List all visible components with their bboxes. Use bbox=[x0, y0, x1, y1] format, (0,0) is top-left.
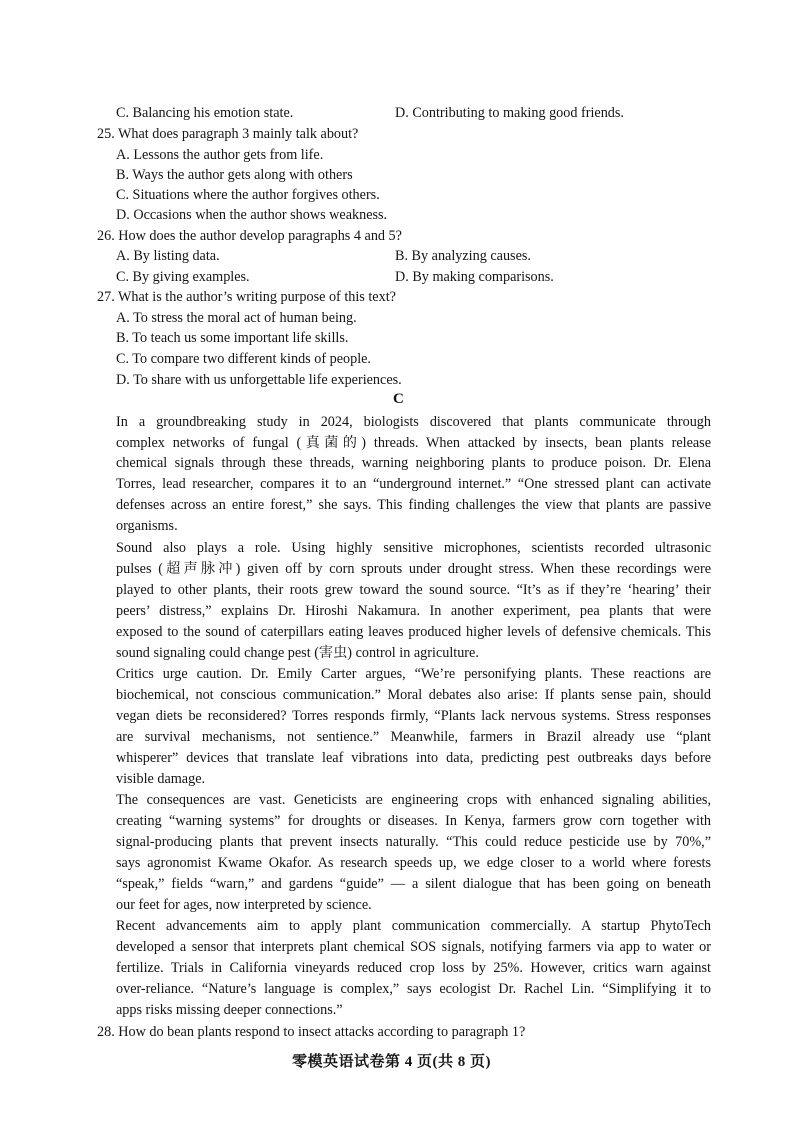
passage-p2-line: peers’ distress,” explains Dr. Hiroshi Nakamura. In another experiment, pea plants that were bbox=[116, 603, 711, 619]
passage-p4-line: says agronomist Kwame Okafor. As research speeds up, we edge closer to a world where forests bbox=[116, 855, 711, 871]
q25-option-a: A. Lessons the author gets from life. bbox=[116, 147, 324, 163]
passage-p3-line: visible damage. bbox=[116, 771, 206, 787]
passage-p5-line: developed a sensor that interprets plant chemical SOS signals, notifying farmers via app to water or bbox=[116, 939, 711, 955]
passage-p3-line: biochemical, not conscious communication.” Moral debates also arise: If plants sense pain, should bbox=[116, 687, 711, 703]
q25-option-c: C. Situations where the author forgives others. bbox=[116, 187, 380, 203]
passage-p4-line: signal-producing plants that prevent insects naturally. “This could reduce pesticide use by 70%,” bbox=[116, 834, 711, 850]
passage-p3-line: are survival mechanisms, not sentience.” Meanwhile, farmers in Brazil already use “plant bbox=[116, 729, 711, 745]
page-footer: 零模英语试卷第 4 页(共 8 页) bbox=[292, 1054, 491, 1070]
passage-p2-line: played to other plants, their roots grew toward the sound source. “It’s as if they’re ‘hearing’ their bbox=[116, 582, 711, 598]
passage-p1-line: organisms. bbox=[116, 518, 178, 534]
q28-stem: 28. How do bean plants respond to insect attacks according to paragraph 1? bbox=[97, 1024, 526, 1040]
passage-p5-line: fertilize. Trials in California vineyards reduced crop loss by 25%. However, critics warn against bbox=[116, 960, 711, 976]
passage-p4-line: The consequences are vast. Geneticists are engineering crops with enhanced signaling abilities, bbox=[116, 792, 711, 808]
q26-stem: 26. How does the author develop paragraphs 4 and 5? bbox=[97, 228, 402, 244]
passage-p3-line: vegan diets be reconsidered? Torres responds firmly, “Plants lack nervous systems. Stress responses bbox=[116, 708, 711, 724]
section-title: C bbox=[393, 391, 404, 407]
q27-option-b: B. To teach us some important life skills. bbox=[116, 330, 349, 346]
passage-p5-line: Recent advancements aim to apply plant communication commercially. A startup PhytoTech bbox=[116, 918, 711, 934]
passage-p1-line: In a groundbreaking study in 2024, biologists discovered that plants communicate through bbox=[116, 414, 711, 430]
passage-p2-line: pulses (超声脉冲) given off by corn sprouts under drought stress. When these recordings were bbox=[116, 561, 711, 577]
q26-option-d: D. By making comparisons. bbox=[395, 269, 554, 285]
q24-option-d: D. Contributing to making good friends. bbox=[395, 105, 624, 121]
q25-stem: 25. What does paragraph 3 mainly talk about? bbox=[97, 126, 359, 142]
passage-p1-line: chemical signals through these threads, warning neighboring plants to produce poison. Dr. Elena bbox=[116, 455, 711, 471]
passage-p1-line: defenses across an entire forest,” she says. This finding challenges the view that plants are passive bbox=[116, 497, 711, 513]
q26-option-b: B. By analyzing causes. bbox=[395, 248, 531, 264]
q27-option-a: A. To stress the moral act of human being. bbox=[116, 310, 357, 326]
passage-p2-line: sound signaling could change pest (害虫) control in agriculture. bbox=[116, 645, 479, 661]
q26-option-a: A. By listing data. bbox=[116, 248, 220, 264]
passage-p5-line: over-reliance. “Nature’s language is complex,” says ecologist Dr. Rachel Lin. “Simplifying it to bbox=[116, 981, 711, 997]
passage-p5-line: apps risks missing deeper connections.” bbox=[116, 1002, 343, 1018]
passage-p4-line: creating “warning systems” for droughts or diseases. In Kenya, farmers grow corn together with bbox=[116, 813, 711, 829]
q25-option-b: B. Ways the author gets along with others bbox=[116, 167, 353, 183]
q27-option-d: D. To share with us unforgettable life experiences. bbox=[116, 372, 402, 388]
passage-p4-line: “speak,” fields “warn,” and gardens “guide” — a silent dialogue that has been going on beneath bbox=[116, 876, 711, 892]
passage-p3-line: whisperer” devices that translate leaf vibrations into data, predicting pest outbreaks days before bbox=[116, 750, 711, 766]
passage-p1-line: complex networks of fungal (真菌的) threads. When attacked by insects, bean plants release bbox=[116, 435, 711, 451]
passage-p2-line: exposed to the sound of caterpillars eating leaves produced higher levels of defensive chemicals. This bbox=[116, 624, 711, 640]
passage-p2-line: Sound also plays a role. Using highly sensitive microphones, scientists recorded ultrasonic bbox=[116, 540, 711, 556]
q25-option-d: D. Occasions when the author shows weakness. bbox=[116, 207, 388, 223]
q27-option-c: C. To compare two different kinds of people. bbox=[116, 351, 371, 367]
passage-p4-line: our feet for ages, now interpreted by science. bbox=[116, 897, 372, 913]
q27-stem: 27. What is the author’s writing purpose of this text? bbox=[97, 289, 396, 305]
passage-p1-line: Torres, lead researcher, compares it to an “underground internet.” “One stressed plant can activate bbox=[116, 476, 711, 492]
passage-p3-line: Critics urge caution. Dr. Emily Carter argues, “We’re personifying plants. These reactions are bbox=[116, 666, 711, 682]
q26-option-c: C. By giving examples. bbox=[116, 269, 250, 285]
q24-option-c: C. Balancing his emotion state. bbox=[116, 105, 294, 121]
